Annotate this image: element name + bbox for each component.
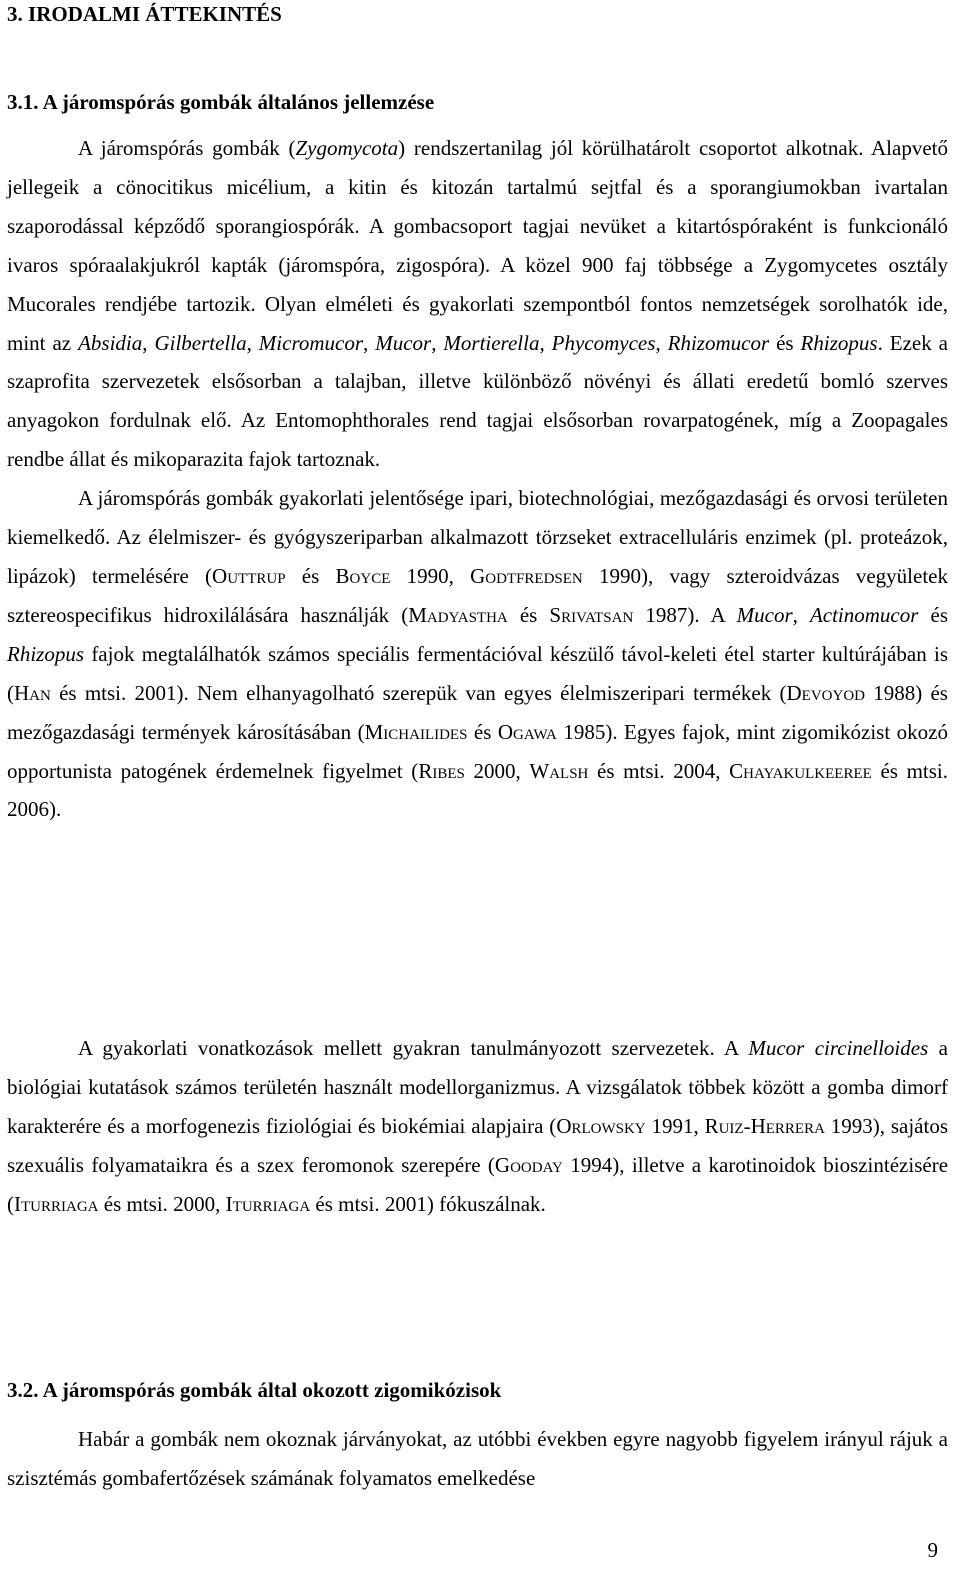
chapter-title: RODALMI ÁTTEKINTÉS bbox=[36, 2, 282, 26]
paragraph-2: A járomspórás gombák gyakorlati jelentősége ipari, biotechnológiai, mezőgazdasági és orvosi területen kiemelkedő. Az élelmiszer- és gyógyszeriparban alkalmazott törzseket extracelluláris enzimek (pl. proteázok, lipázok) termelésére (Outtrup és Boyce 1990, Godtfredsen 1990), vagy szteroidvázas vegyületek sztereospecifikus hidroxilálására használják (Madyastha és Srivatsan 1987). A Mucor, Actinomucor és Rhizopus fajok megtalálhatók számos speciális fermentációval készülő távol-keleti étel starter kultúrájában is (Han és mtsi. 2001). Nem elhanyagolható szerepük van egyes élelmiszeripari termékek (Devoyod 1988) és mezőgazdasági termények károsításában (Michailides és Ogawa 1985). Egyes fajok, mint zigomikózist okozó opportunista patogének érdemelnek figyelmet (Ribes 2000, Walsh és mtsi. 2004, Chayakulkeeree és mtsi. 2006). bbox=[7, 486, 949, 822]
section-number: 3.1. bbox=[7, 90, 39, 114]
chapter-number: 3. bbox=[7, 2, 28, 26]
section-title: A járomspórás gombák általános jellemzése bbox=[42, 90, 435, 114]
page-number: 9 bbox=[927, 1538, 938, 1562]
paragraph-4: Habár a gombák nem okoznak járványokat, az utóbbi években egyre nagyobb figyelem irányul rájuk a szisztémás gombafertőzések számának folyamatos emelkedése bbox=[7, 1427, 948, 1490]
chapter-title-initial: I bbox=[28, 2, 37, 26]
section-heading-3-1 bbox=[7, 90, 434, 114]
section-heading-3-2 bbox=[7, 1378, 501, 1402]
paragraph-3: A gyakorlati vonatkozások mellett gyakran tanulmányozott szervezetek. A Mucor circinelloides a biológiai kutatások számos területén használt modellorganizmus. A vizsgálatok többek között a gomba dimorf karakterére és a morfogenezis fiziológiai és biokémiai alapjaira (Orlowsky 1991, Ruiz-Herrera 1993), sajátos szexuális folyamataikra és a szex feromonok szerepére (Gooday 1994), illetve a karotinoidok bioszintézisére (Iturriaga és mtsi. 2000, Iturriaga és mtsi. 2001) fókuszálnak. bbox=[7, 1036, 949, 1216]
paragraph-1: A járomspórás gombák (Zygomycota) rendszertanilag jól körülhatárolt csoportot alkotnak. Alapvető jellegeik a cönocitikus micélium, a kitin és kitozán tartalmú sejtfal és a sporangiumokban ivartalan szaporodással képződő sporangiospórák. A gombacsoport tagjai nevüket a kitartóspóraként is funkcionáló ivaros spóraalakjukról kapták (járomspóra, zigospóra). A közel 900 faj többsége a Zygomycetes osztály Mucorales rendjébe tartozik. Olyan elméleti és gyakorlati szempontból fontos nemzetségek sorolhatók ide, mint az Absidia, Gilbertella, Micromucor, Mucor, Mortierella, Phycomyces, Rhizomucor és Rhizopus. Ezek a szaprofita szervezetek elsősorban a talajban, illetve különböző növényi és állati eredetű bomló szerves anyagokon fordulnak elő. Az Entomophthorales rend tagjai elsősorban rovarpatogének, míg a Zoopagales rendbe állat és mikoparazita fajok tartoznak. A járomspórás gombák gyakorlati jelentősége ipari, biotechnológiai, mezőgazdasági és orvosi területen kiemelkedő. Az élelmiszer- és gyógyszeriparban alkalmazott törzseket extracelluláris enzimek (pl. proteázok, lipázok) termelésére (Outtrup és Boyce 1990, Godtfredsen 1990), vagy szteroidvázas vegyületek sztereospecifikus hidroxilálására használják (Madyastha és Srivatsan 1987). A Mucor, Actinomucor és Rhizopus fajok megtalálhatók számos speciális fermentációval készülő távol-keleti étel starter kultúrájában is (Han és mtsi. 2001). Nem elhanyagolható szerepük van egyes élelmiszeripari termékek (Devoyod 1988) és mezőgazdasági termények károsításában (Michailides és Ogawa 1985). Egyes fajok, mint zigomikózist okozó opportunista patogének érdemelnek figyelmet (Ribes 2000, Walsh és mtsi. 2004, Chayakulkeeree és mtsi. 2006). bbox=[7, 136, 949, 822]
section-title: A járomspórás gombák által okozott zigomikózisok bbox=[42, 1378, 502, 1402]
section-number: 3.2. bbox=[7, 1378, 39, 1402]
chapter-heading bbox=[7, 2, 282, 26]
